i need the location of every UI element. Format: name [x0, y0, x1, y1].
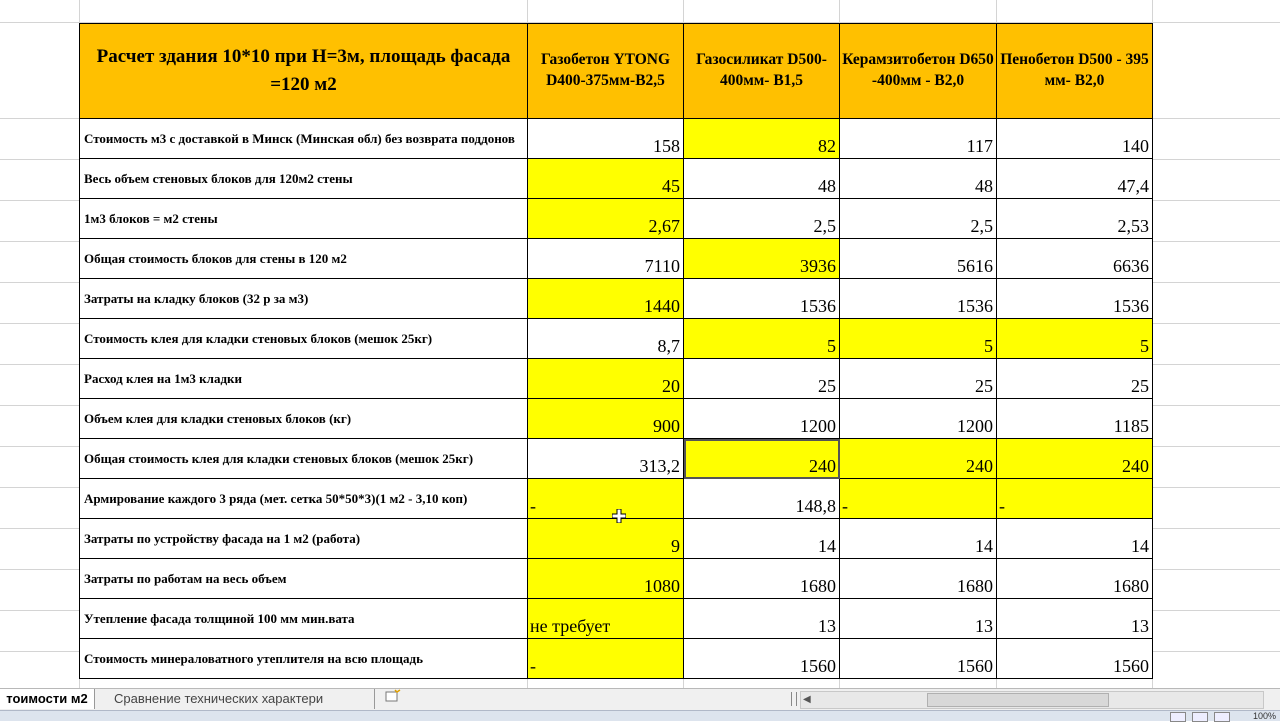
value-cell[interactable]: [528, 319, 684, 359]
page-break-view-icon[interactable]: [1214, 712, 1230, 722]
column-header[interactable]: Пенобетон D500 - 395 мм- B2,0: [997, 24, 1153, 119]
gridline: [0, 569, 80, 570]
value-cell[interactable]: [684, 479, 840, 519]
gridline: [1153, 159, 1280, 160]
cell-value: -: [530, 496, 536, 516]
value-cell[interactable]: [684, 559, 840, 599]
gridline: [1153, 282, 1280, 283]
value-cell[interactable]: [997, 199, 1153, 239]
value-cell[interactable]: [997, 559, 1153, 599]
gridline: [1153, 241, 1280, 242]
gridline: [1153, 528, 1280, 529]
table-row: [80, 359, 1153, 399]
gridline: [0, 241, 80, 242]
cell-value: 13: [975, 616, 993, 636]
sheet-tab-bar: [0, 688, 1280, 711]
gridline: [0, 528, 80, 529]
table-row: [80, 159, 1153, 199]
normal-view-icon[interactable]: [1170, 712, 1186, 722]
cell-value: 1440: [644, 296, 680, 316]
insert-sheet-icon[interactable]: [384, 689, 402, 709]
gridline: [0, 446, 80, 447]
value-cell[interactable]: [997, 279, 1153, 319]
gridline: [0, 364, 80, 365]
value-cell[interactable]: [684, 319, 840, 359]
gridline: [0, 405, 80, 406]
row-label[interactable]: Стоимость м3 с доставкой в Минск (Минская обл) без возврата поддонов: [80, 119, 528, 159]
cell-value: 8,7: [657, 336, 680, 356]
cell-value: 158: [653, 136, 680, 156]
value-cell[interactable]: [528, 559, 684, 599]
cell-value: 6636: [1113, 256, 1149, 276]
value-cell[interactable]: [840, 279, 997, 319]
cell-value: 1200: [957, 416, 993, 436]
column-header[interactable]: Газобетон YTONG D400-375мм-B2,5: [528, 24, 684, 119]
cell-value: не требует: [530, 616, 611, 636]
cell-value: 48: [975, 176, 993, 196]
table-row: [80, 599, 1153, 639]
cell-value: 1185: [1113, 416, 1149, 436]
cell-value: 148,8: [795, 496, 836, 516]
table-row: [80, 239, 1153, 279]
row-label[interactable]: Стоимость минераловатного утеплителя на всю площадь: [80, 639, 528, 679]
cell-value: 7110: [644, 256, 680, 276]
gridline: [0, 651, 80, 652]
cell-value: -: [530, 656, 536, 676]
value-cell[interactable]: [997, 599, 1153, 639]
row-label[interactable]: Общая стоимость блоков для стены в 120 м2: [80, 239, 528, 279]
cell-value: 1536: [957, 296, 993, 316]
value-cell[interactable]: [528, 519, 684, 559]
cell-value: 20: [662, 376, 680, 396]
value-cell[interactable]: [997, 119, 1153, 159]
row-label[interactable]: Стоимость клея для кладки стеновых блоков (мешок 25кг): [80, 319, 528, 359]
value-cell[interactable]: [840, 639, 997, 679]
row-label[interactable]: Общая стоимость клея для кладки стеновых блоков (мешок 25кг): [80, 439, 528, 479]
row-label[interactable]: Весь объем стеновых блоков для 120м2 стены: [80, 159, 528, 199]
cell-value: 2,5: [813, 216, 836, 236]
cell-value: 13: [818, 616, 836, 636]
value-cell[interactable]: [997, 239, 1153, 279]
cell-value: 9: [671, 536, 680, 556]
cell-value: 47,4: [1117, 176, 1149, 196]
table-row: [80, 399, 1153, 439]
value-cell[interactable]: [840, 199, 997, 239]
zoom-level[interactable]: 100%: [1252, 711, 1276, 721]
gridline: [1153, 610, 1280, 611]
cell-value: 5: [827, 336, 836, 356]
tab-split-handle[interactable]: [791, 692, 797, 706]
value-cell[interactable]: [840, 559, 997, 599]
table-title[interactable]: Расчет здания 10*10 при Н=3м, площадь фасада =120 м2: [80, 24, 528, 119]
value-cell[interactable]: [997, 159, 1153, 199]
table-row: [80, 319, 1153, 359]
value-cell[interactable]: [997, 319, 1153, 359]
cell-value: -: [842, 496, 848, 516]
value-cell[interactable]: [684, 399, 840, 439]
value-cell[interactable]: [840, 159, 997, 199]
value-cell[interactable]: [997, 439, 1153, 479]
value-cell[interactable]: [528, 239, 684, 279]
gridline: [1153, 405, 1280, 406]
cell-value: 1200: [800, 416, 836, 436]
cell-value: 1680: [800, 576, 836, 596]
cell-value: 140: [1122, 136, 1149, 156]
value-cell[interactable]: [997, 479, 1153, 519]
value-cell[interactable]: [840, 479, 997, 519]
row-label[interactable]: 1м3 блоков = м2 стены: [80, 199, 528, 239]
cell-value: 1680: [1113, 576, 1149, 596]
cell-value: 1080: [644, 576, 680, 596]
cell-value: -: [999, 496, 1005, 516]
row-label[interactable]: Расход клея на 1м3 кладки: [80, 359, 528, 399]
value-cell[interactable]: [997, 639, 1153, 679]
cell-value: 45: [662, 176, 680, 196]
row-label[interactable]: Затраты по работам на весь объем: [80, 559, 528, 599]
gridline: [0, 487, 80, 488]
sheet-tab-active[interactable]: тоимости м2: [0, 689, 95, 709]
horizontal-scrollbar[interactable]: [800, 691, 1264, 709]
table-row: [80, 639, 1153, 679]
cell-value: 117: [966, 136, 993, 156]
value-cell[interactable]: [684, 279, 840, 319]
value-cell[interactable]: [840, 319, 997, 359]
cell-value: 25: [1131, 376, 1149, 396]
value-cell[interactable]: [684, 519, 840, 559]
row-label[interactable]: Затраты на кладку блоков (32 р за м3): [80, 279, 528, 319]
scrollbar-thumb[interactable]: [927, 693, 1109, 707]
header-row: [80, 24, 1153, 119]
value-cell[interactable]: [684, 599, 840, 639]
cell-value: 13: [1131, 616, 1149, 636]
value-cell[interactable]: [997, 399, 1153, 439]
value-cell[interactable]: [528, 599, 684, 639]
status-bar: [0, 710, 1280, 721]
value-cell[interactable]: [684, 119, 840, 159]
table-row: [80, 439, 1153, 479]
value-cell[interactable]: [528, 399, 684, 439]
cell-value: 313,2: [639, 456, 680, 476]
row-label[interactable]: Объем клея для кладки стеновых блоков (кг): [80, 399, 528, 439]
value-cell[interactable]: [840, 439, 997, 479]
cell-value: 82: [818, 136, 836, 156]
value-cell[interactable]: [684, 439, 840, 479]
value-cell[interactable]: [840, 519, 997, 559]
gridline: [1153, 200, 1280, 201]
gridline: [1153, 487, 1280, 488]
gridline: [0, 200, 80, 201]
cell-value: 1536: [1113, 296, 1149, 316]
gridline: [1153, 118, 1280, 119]
value-cell[interactable]: [528, 479, 684, 519]
cell-value: 240: [1122, 456, 1149, 476]
cell-value: 1680: [957, 576, 993, 596]
cell-value: 14: [818, 536, 836, 556]
row-label[interactable]: Армирование каждого 3 ряда (мет. сетка 50*50*3)(1 м2 - 3,10 коп): [80, 479, 528, 519]
gridline: [0, 610, 80, 611]
cell-value: 1536: [800, 296, 836, 316]
row-label[interactable]: Утепление фасада толщиной 100 мм мин.вата: [80, 599, 528, 639]
cell-value: 14: [975, 536, 993, 556]
value-cell[interactable]: [528, 199, 684, 239]
cell-value: 5: [1140, 336, 1149, 356]
table-row: [80, 279, 1153, 319]
cell-value: 3936: [800, 256, 836, 276]
gridline: [1153, 651, 1280, 652]
gridline: [1153, 323, 1280, 324]
value-cell[interactable]: [840, 239, 997, 279]
cell-value: 240: [966, 456, 993, 476]
cell-value: 2,5: [970, 216, 993, 236]
cell-value: 5: [984, 336, 993, 356]
cell-value: 48: [818, 176, 836, 196]
value-cell[interactable]: [528, 119, 684, 159]
cell-value: 25: [975, 376, 993, 396]
value-cell[interactable]: [528, 639, 684, 679]
cell-value: 240: [809, 456, 836, 476]
value-cell[interactable]: [997, 519, 1153, 559]
value-cell[interactable]: [684, 639, 840, 679]
calculation-table: [79, 23, 1153, 679]
value-cell[interactable]: [684, 159, 840, 199]
table-row: [80, 519, 1153, 559]
cell-value: 25: [818, 376, 836, 396]
value-cell[interactable]: [684, 199, 840, 239]
cell-value: 1560: [800, 656, 836, 676]
row-label[interactable]: Затраты по устройству фасада на 1 м2 (работа): [80, 519, 528, 559]
gridline: [1153, 569, 1280, 570]
value-cell[interactable]: [684, 359, 840, 399]
cell-cursor-icon: [612, 509, 626, 523]
column-header[interactable]: Керамзитобетон D650 -400мм - B2,0: [840, 24, 997, 119]
table-row: [80, 559, 1153, 599]
cell-value: 2,53: [1117, 216, 1149, 236]
value-cell[interactable]: [840, 359, 997, 399]
value-cell[interactable]: [684, 239, 840, 279]
cell-value: 14: [1131, 536, 1149, 556]
table-row: [80, 119, 1153, 159]
gridline: [0, 323, 80, 324]
page-layout-view-icon[interactable]: [1192, 712, 1208, 722]
value-cell[interactable]: [840, 399, 997, 439]
sheet-tab-comparison[interactable]: Сравнение технических характери: [104, 689, 375, 709]
gridline: [0, 118, 80, 119]
table-row: [80, 199, 1153, 239]
value-cell[interactable]: [528, 439, 684, 479]
scroll-left-icon[interactable]: ◀: [803, 694, 811, 705]
gridline: [0, 282, 80, 283]
cell-value: 900: [653, 416, 680, 436]
value-cell[interactable]: [997, 359, 1153, 399]
cell-value: 2,67: [648, 216, 680, 236]
gridline: [1153, 446, 1280, 447]
cell-value: 1560: [1113, 656, 1149, 676]
value-cell[interactable]: [528, 279, 684, 319]
gridline: [1153, 364, 1280, 365]
value-cell[interactable]: [840, 599, 997, 639]
cell-value: 1560: [957, 656, 993, 676]
value-cell[interactable]: [528, 159, 684, 199]
column-header[interactable]: Газосиликат D500-400мм- B1,5: [684, 24, 840, 119]
value-cell[interactable]: [528, 359, 684, 399]
cell-value: 5616: [957, 256, 993, 276]
value-cell[interactable]: [840, 119, 997, 159]
gridline: [0, 159, 80, 160]
